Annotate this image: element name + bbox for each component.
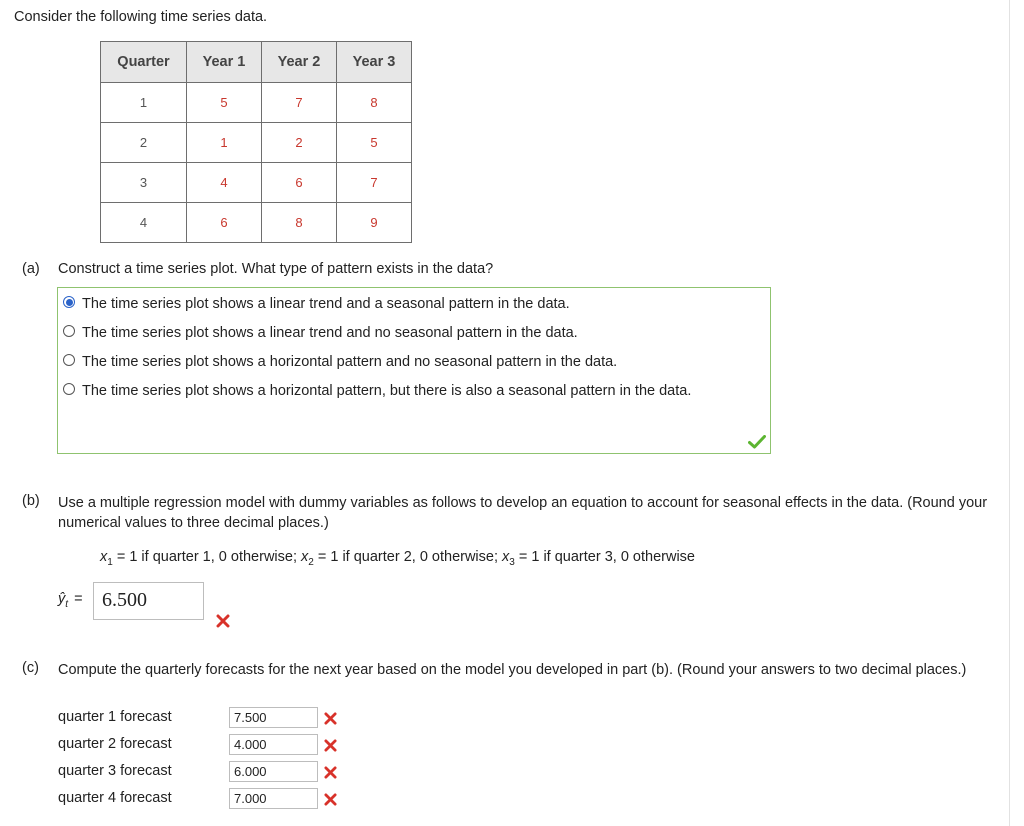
option-label: The time series plot shows a horizontal pattern, but there is also a seasonal pattern in the data. xyxy=(82,383,692,399)
variable-x3: x xyxy=(502,549,510,565)
table-header-row xyxy=(101,42,412,83)
part-b-question: Use a multiple regression model with dummy variables as follows to develop an equation to account for seasonal effects in the data. (Round your numerical values to three decimal places.) xyxy=(58,495,988,531)
table-cell: 2 xyxy=(262,123,337,163)
table-cell: 8 xyxy=(337,83,412,123)
incorrect-x-icon xyxy=(324,739,337,752)
table-cell: 2 xyxy=(101,123,187,163)
checkmark-icon xyxy=(748,435,766,449)
table-cell: 3 xyxy=(101,163,187,203)
radio[interactable] xyxy=(63,325,75,337)
table-cell: 5 xyxy=(337,123,412,163)
column-header: Year 2 xyxy=(262,42,337,83)
incorrect-x-icon xyxy=(324,712,337,725)
option-2[interactable] xyxy=(63,323,752,343)
variable-x1: x xyxy=(100,549,108,565)
forecast-input-q4[interactable]: 7.000 xyxy=(229,788,318,809)
option-3[interactable] xyxy=(63,352,752,372)
forecast-input-q3[interactable]: 6.000 xyxy=(229,761,318,782)
table-cell: 7 xyxy=(337,163,412,203)
table-cell: 6 xyxy=(187,203,262,243)
option-label: The time series plot shows a horizontal pattern and no seasonal pattern in the data. xyxy=(82,354,618,370)
table-row xyxy=(101,163,412,203)
table-cell: 4 xyxy=(187,163,262,203)
intro-text: Consider the following time series data. xyxy=(14,9,268,25)
option-1[interactable] xyxy=(63,294,752,314)
column-header: Quarter xyxy=(101,42,187,83)
dummy-variable-definitions: $x_1 = 1$ if quarter 1, 0 otherwise; $x_2 = 1$ if quarter 2, 0 otherwise; $x_3 = 1$ if quarter 3, 0 otherwise xyxy=(100,549,695,568)
table-cell: 7 xyxy=(262,83,337,123)
table-row xyxy=(101,83,412,123)
part-c-question: Compute the quarterly forecasts for the next year based on the model you developed in part (b). (Round your answers to two decimal places.) xyxy=(58,662,967,678)
table-cell: 5 xyxy=(187,83,262,123)
option-label: The time series plot shows a linear trend and a seasonal pattern in the data. xyxy=(82,296,570,312)
column-header: Year 1 xyxy=(187,42,262,83)
part-c-label: (c) xyxy=(22,660,39,676)
radio[interactable] xyxy=(63,354,75,366)
option-label: The time series plot shows a linear trend and no seasonal pattern in the data. xyxy=(82,325,578,341)
table-cell: 6 xyxy=(262,163,337,203)
table-cell: 8 xyxy=(262,203,337,243)
equation-answer-input[interactable]: 6.500 xyxy=(93,582,204,620)
table-row xyxy=(101,203,412,243)
forecast-label-q4: quarter 4 forecast xyxy=(58,790,172,806)
part-a-question: Construct a time series plot. What type of pattern exists in the data? xyxy=(58,261,494,277)
yhat-label: $ŷ_t$ = xyxy=(58,591,83,610)
option-4[interactable] xyxy=(63,381,752,401)
column-header: Year 3 xyxy=(337,42,412,83)
part-a-label: (a) xyxy=(22,261,40,277)
part-b-label: (b) xyxy=(22,493,40,509)
forecast-input-q2[interactable]: 4.000 xyxy=(229,734,318,755)
forecast-label-q1: quarter 1 forecast xyxy=(58,709,172,725)
table-cell: 1 xyxy=(101,83,187,123)
forecast-input-q1[interactable]: 7.500 xyxy=(229,707,318,728)
incorrect-x-icon xyxy=(216,614,230,628)
table-cell: 4 xyxy=(101,203,187,243)
table-row xyxy=(101,123,412,163)
radio[interactable] xyxy=(63,383,75,395)
forecast-label-q2: quarter 2 forecast xyxy=(58,736,172,752)
part-a-answer-box xyxy=(57,287,771,454)
incorrect-x-icon xyxy=(324,766,337,779)
variable-x2: x xyxy=(301,549,309,565)
data-table xyxy=(100,41,412,243)
table-cell: 1 xyxy=(187,123,262,163)
radio-selected[interactable] xyxy=(63,296,75,308)
incorrect-x-icon xyxy=(324,793,337,806)
table-cell: 9 xyxy=(337,203,412,243)
forecast-label-q3: quarter 3 forecast xyxy=(58,763,172,779)
